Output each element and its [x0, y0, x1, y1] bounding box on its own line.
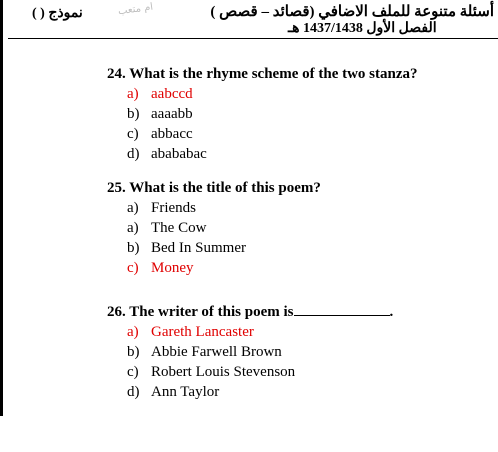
question-title: 25. What is the title of this poem?	[107, 180, 321, 196]
question-title: 24. What is the rhyme scheme of the two stanza?	[107, 66, 418, 82]
answer-blank[interactable]	[294, 302, 390, 316]
question-26	[107, 302, 487, 402]
option-text: Abbie Farwell Brown	[151, 344, 282, 360]
term-label: الفصل الأول 1437/1438 هـ	[288, 21, 437, 36]
option-letter: b)	[127, 344, 140, 360]
option-letter: c)	[127, 126, 139, 142]
worksheet-title: أسئلة متنوعة للملف الاضافي (قصائد – قصص )	[210, 4, 494, 20]
option-letter: c)	[127, 364, 139, 380]
option-text: Friends	[151, 200, 196, 216]
option-text: aaaabb	[151, 106, 193, 122]
option-letter: d)	[127, 146, 140, 162]
option-letter: a)	[127, 324, 139, 340]
question-title	[107, 302, 487, 322]
option-d[interactable]	[107, 382, 487, 402]
option-letter: d)	[127, 384, 140, 400]
option-letter: b)	[127, 106, 140, 122]
option-letter: a)	[127, 200, 139, 216]
answer-options	[107, 84, 487, 164]
option-text: aabccd	[151, 86, 193, 102]
answer-options	[107, 322, 487, 402]
option-a-correct[interactable]	[107, 84, 487, 104]
option-d[interactable]	[107, 144, 487, 164]
option-text: Money	[151, 260, 194, 276]
question-title-text: 26. The writer of this poem is	[107, 304, 294, 320]
question-title-end: .	[389, 304, 394, 320]
option-text: Bed In Summer	[151, 240, 246, 256]
header-divider	[8, 38, 498, 39]
page-left-border	[0, 0, 3, 416]
option-text: Robert Louis Stevenson	[151, 364, 296, 380]
option-a[interactable]	[107, 198, 487, 218]
option-text: abbacc	[151, 126, 193, 142]
option-b[interactable]	[107, 342, 487, 362]
question-25	[107, 178, 487, 278]
option-c-correct[interactable]	[107, 258, 487, 278]
option-text: Ann Taylor	[151, 384, 220, 400]
option-letter: a)	[127, 220, 139, 236]
option-b[interactable]	[107, 238, 487, 258]
model-label: نموذج ( )	[32, 6, 83, 21]
option-text: The Cow	[151, 220, 207, 236]
page-header	[0, 0, 498, 40]
option-letter: b)	[127, 240, 140, 256]
option-c[interactable]	[107, 124, 487, 144]
option-letter: c)	[127, 260, 139, 276]
author-watermark: ام متعب	[117, 1, 154, 18]
option-b[interactable]	[107, 104, 487, 124]
option-letter: a)	[127, 86, 139, 102]
question-24	[107, 64, 487, 164]
option-a-second[interactable]	[107, 218, 487, 238]
option-c[interactable]	[107, 362, 487, 382]
option-a-correct[interactable]	[107, 322, 487, 342]
answer-options	[107, 198, 487, 278]
option-text: Gareth Lancaster	[151, 324, 254, 340]
option-text: abababac	[151, 146, 207, 162]
